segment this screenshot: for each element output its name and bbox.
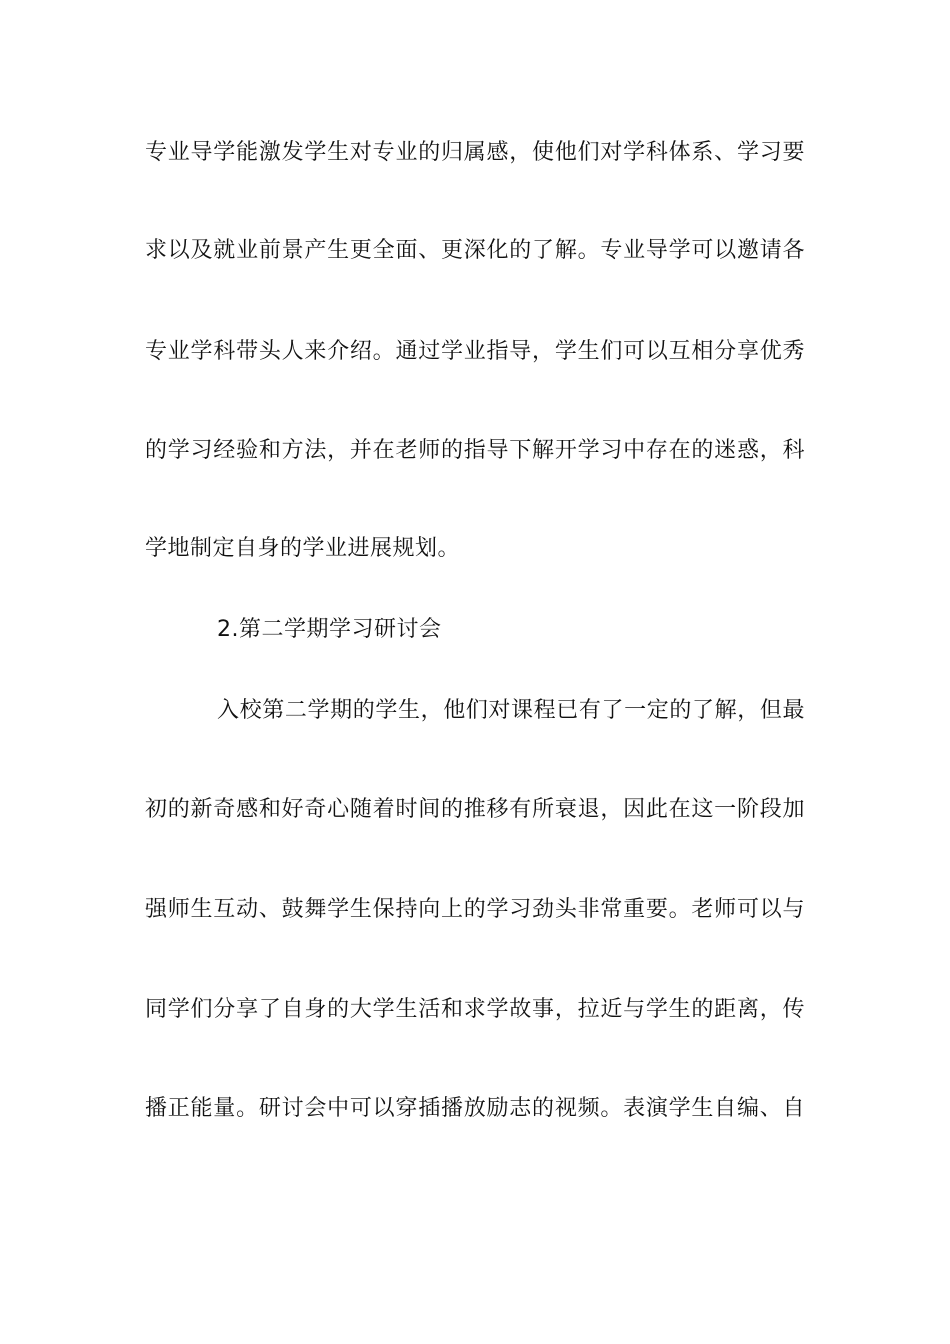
paragraph-line: 学地制定自身的学业进展规划。: [145, 536, 461, 561]
paragraph-line: 入校第二学期的学生，他们对课程已有了一定的了解，但最: [217, 698, 805, 723]
paragraph-line: 强师生互动、鼓舞学生保持向上的学习劲头非常重要。老师可以与: [145, 897, 805, 922]
paragraph-line: 求以及就业前景产生更全面、更深化的了解。专业导学可以邀请各: [145, 238, 805, 263]
paragraph-line: 播正能量。研讨会中可以穿插播放励志的视频。表演学生自编、自: [145, 1096, 805, 1121]
paragraph-line: 专业学科带头人来介绍。通过学业指导，学生们可以互相分享优秀: [145, 339, 805, 364]
paragraph-line: 同学们分享了自身的大学生活和求学故事，拉近与学生的距离，传: [145, 997, 805, 1022]
paragraph-line: 的学习经验和方法，并在老师的指导下解开学习中存在的迷惑，科: [145, 438, 805, 463]
paragraph-line: 专业导学能激发学生对专业的归属感，使他们对学科体系、学习要: [145, 140, 805, 165]
paragraph-line: 初的新奇感和好奇心随着时间的推移有所衰退，因此在这一阶段加: [145, 797, 805, 822]
section-heading: 2.第二学期学习研讨会: [217, 617, 442, 642]
